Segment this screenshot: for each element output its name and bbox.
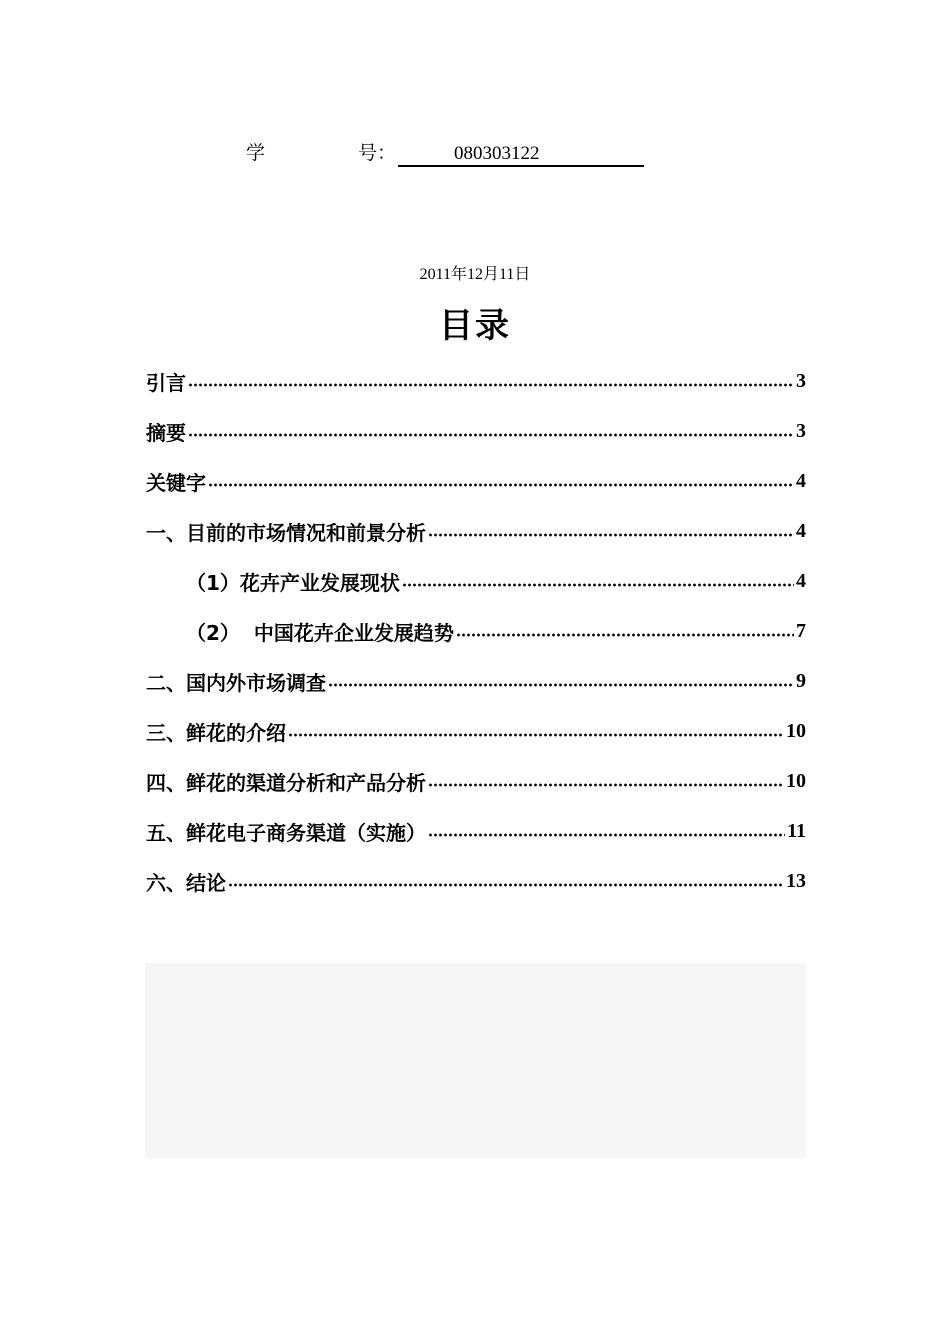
- toc-entry-page: 3: [796, 369, 806, 392]
- toc-leader-dots: [402, 582, 794, 588]
- toc-entry-label: （1）花卉产业发展现状: [186, 570, 400, 595]
- table-of-contents: [146, 356, 806, 906]
- toc-leader-dots: [188, 382, 794, 388]
- toc-leader-dots: [208, 482, 794, 488]
- toc-entry-page: 9: [796, 669, 806, 692]
- toc-entry-page: 4: [796, 569, 806, 592]
- toc-leader-dots: [288, 732, 784, 738]
- toc-entry-label: 摘要: [146, 420, 186, 445]
- toc-entry[interactable]: [146, 756, 806, 806]
- toc-leader-dots: [428, 532, 794, 538]
- document-date: 2011年12月11日: [419, 266, 531, 283]
- toc-leader-dots: [328, 682, 794, 688]
- toc-entry[interactable]: [146, 856, 806, 906]
- toc-entry-page: 7: [796, 619, 806, 642]
- toc-entry-page: 4: [796, 469, 806, 492]
- toc-entry[interactable]: [146, 506, 806, 556]
- toc-entry-label: 四、鲜花的渠道分析和产品分析: [146, 770, 426, 795]
- toc-entry-label: 三、鲜花的介绍: [146, 720, 286, 745]
- toc-title: 目录: [439, 306, 511, 346]
- toc-leader-dots: [428, 832, 785, 838]
- student-id-label-part1: 学: [246, 142, 266, 164]
- toc-subentry[interactable]: [146, 556, 806, 606]
- student-id-value: 080303122: [398, 143, 644, 167]
- toc-entry-page: 13: [786, 869, 806, 892]
- student-id-label-part2: 号：: [358, 142, 397, 164]
- toc-entry-page: 10: [786, 769, 806, 792]
- toc-entry[interactable]: [146, 706, 806, 756]
- toc-entry-label: 二、国内外市场调查: [146, 670, 326, 695]
- toc-entry[interactable]: [146, 356, 806, 406]
- toc-leader-dots: [456, 632, 794, 638]
- toc-entry-page: 11: [787, 819, 806, 842]
- toc-entry[interactable]: [146, 456, 806, 506]
- student-id-line: [246, 138, 644, 167]
- embedded-image-area: [145, 963, 806, 1158]
- toc-leader-dots: [428, 782, 784, 788]
- toc-entry-label: （2） 中国花卉企业发展趋势: [186, 620, 454, 645]
- toc-entry-label: 引言: [146, 370, 186, 395]
- toc-entry-page: 10: [786, 719, 806, 742]
- toc-leader-dots: [228, 882, 784, 888]
- toc-entry-label: 六、结论: [146, 870, 226, 895]
- toc-subentry[interactable]: [146, 606, 806, 656]
- toc-entry-label: 一、目前的市场情况和前景分析: [146, 520, 426, 545]
- toc-entry[interactable]: [146, 806, 806, 856]
- toc-entry[interactable]: [146, 656, 806, 706]
- toc-leader-dots: [188, 432, 794, 438]
- toc-entry-page: 3: [796, 419, 806, 442]
- toc-entry-label: 五、鲜花电子商务渠道（实施）: [146, 820, 426, 845]
- toc-entry-label: 关键字: [146, 470, 206, 495]
- toc-entry-page: 4: [796, 519, 806, 542]
- toc-entry[interactable]: [146, 406, 806, 456]
